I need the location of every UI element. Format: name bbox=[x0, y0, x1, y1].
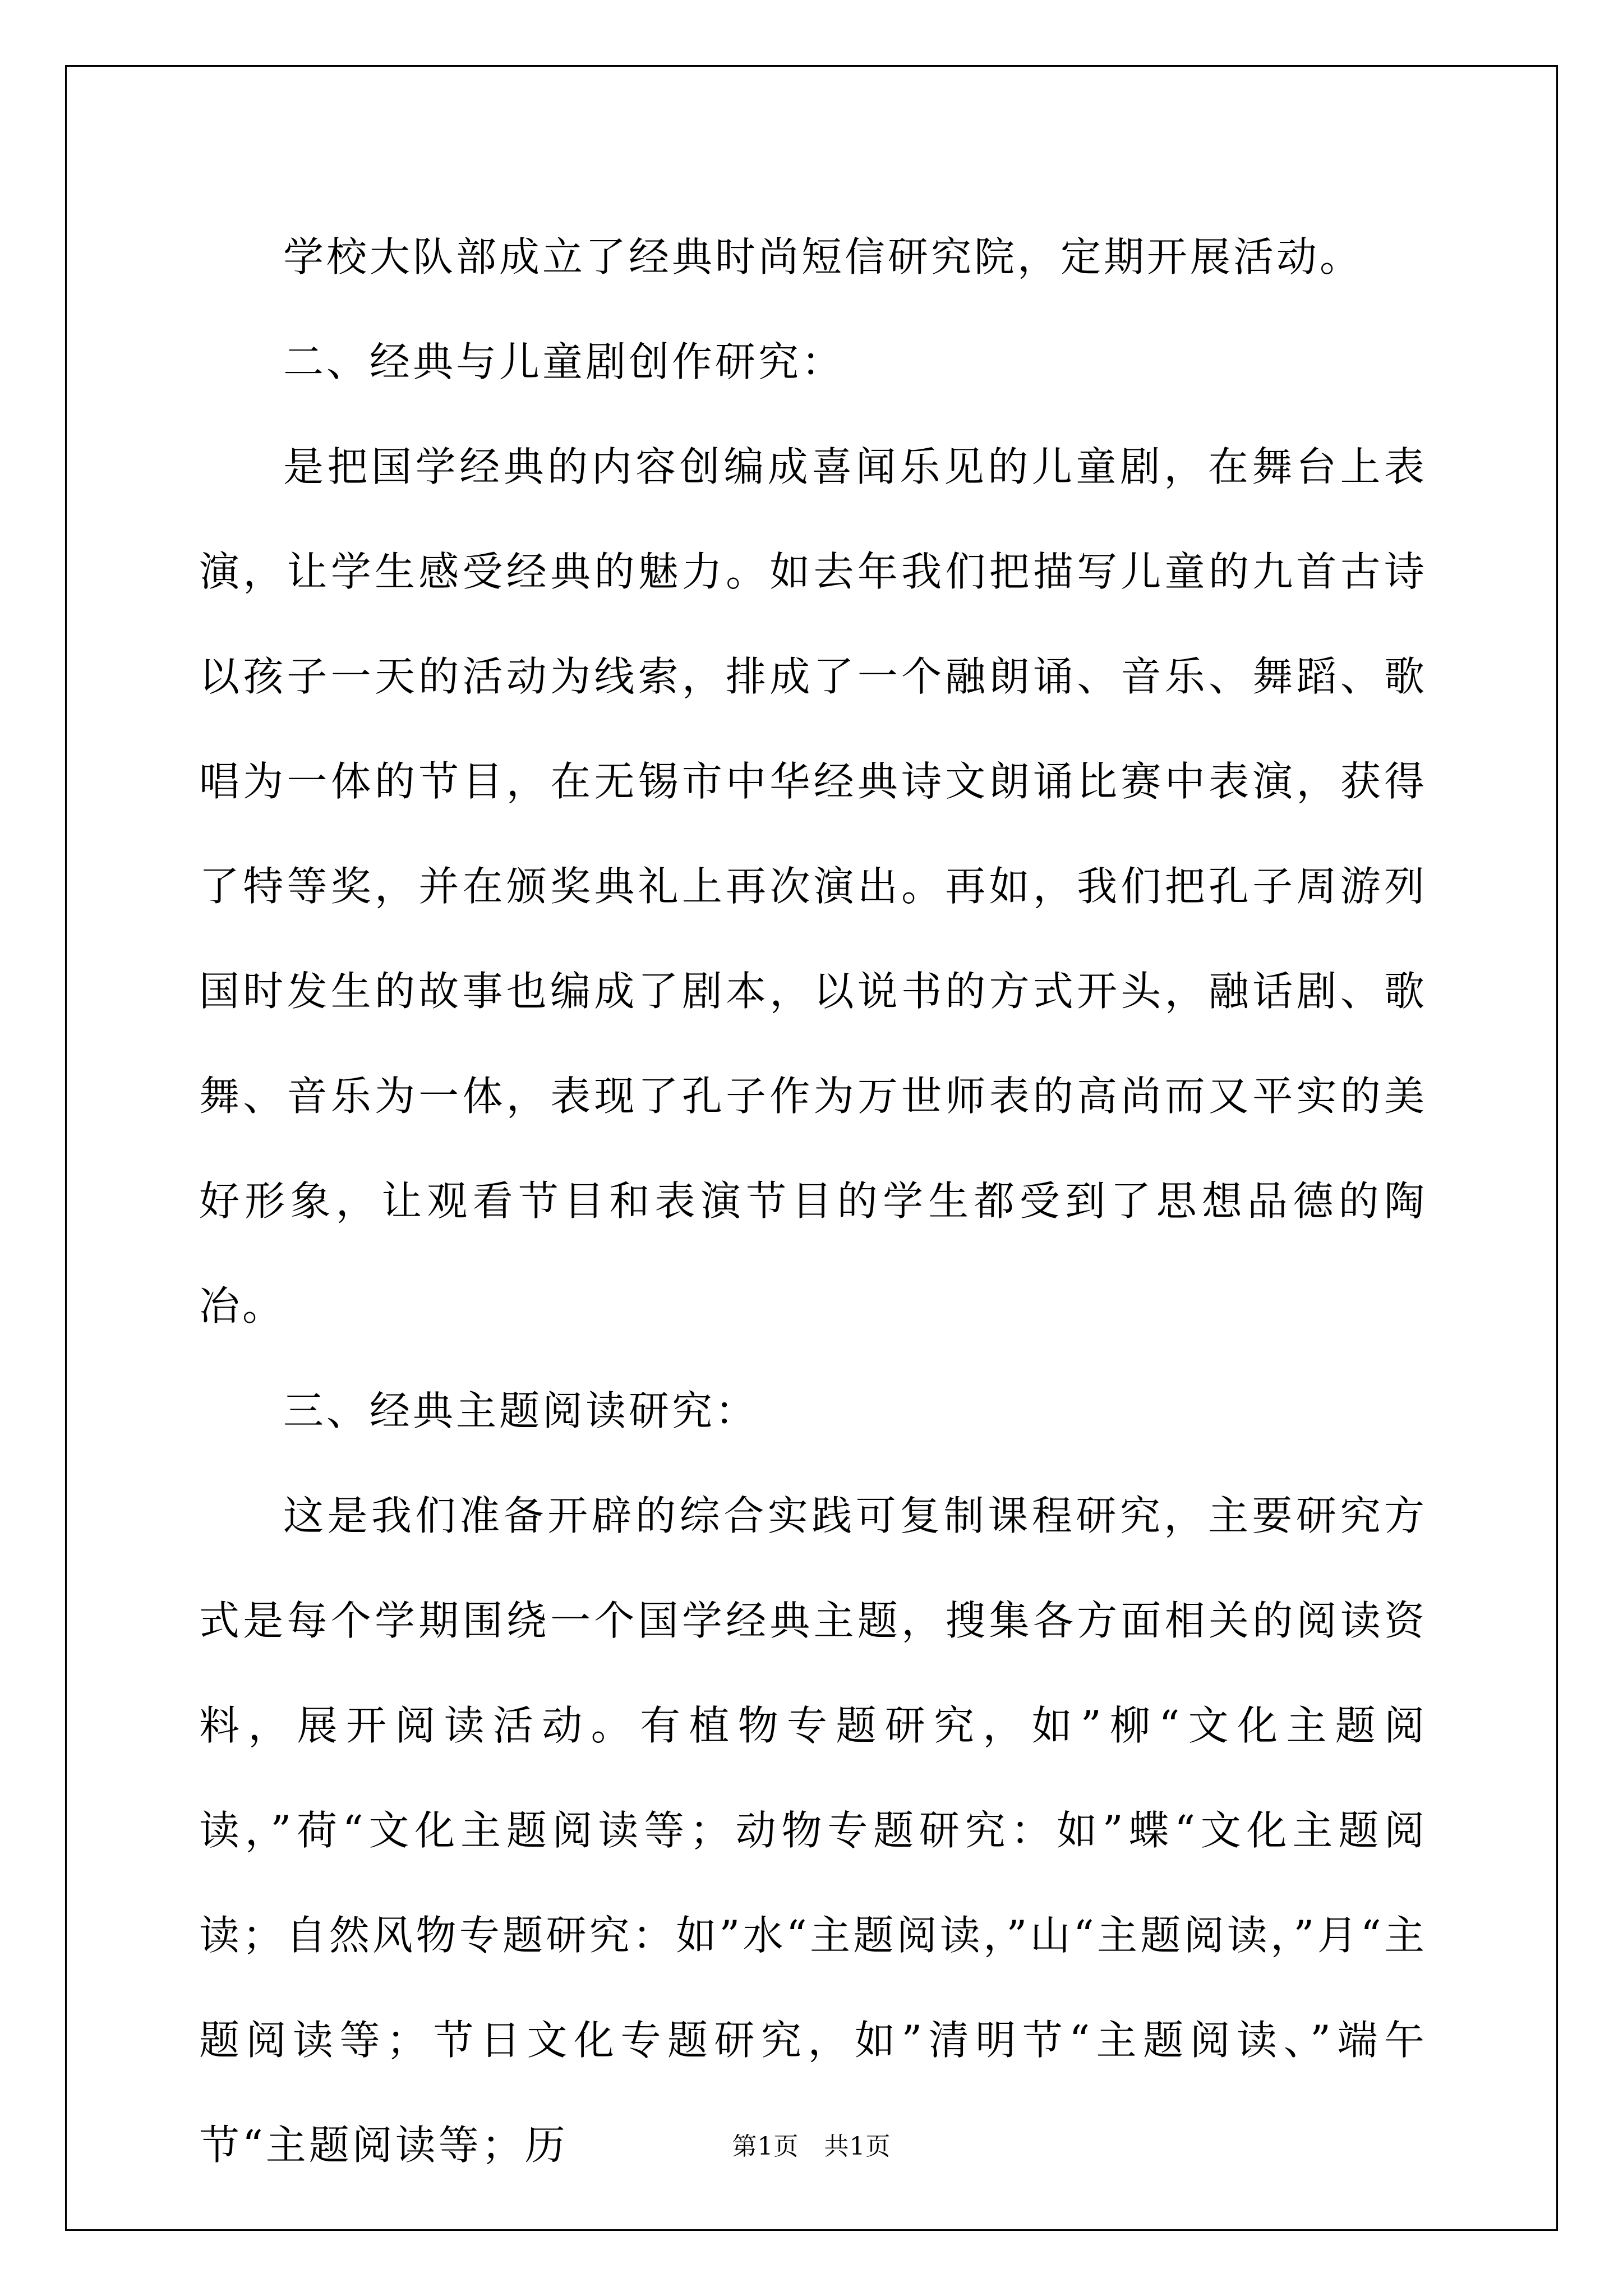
heading-section-2: 二、经典与儿童剧创作研究： bbox=[283, 338, 845, 385]
page-footer: 第1页 共1页 bbox=[732, 2132, 891, 2161]
document-body bbox=[199, 205, 1427, 2198]
paragraph-3: 这是我们准备开辟的综合实践可复制课程研究，主要研究方式是每个学期围绕一个国学经典主题，搜集各方面相关的阅读资料，展开阅读活动。有植物专题研究，如”柳“文化主题阅读，”荷“文化主题阅读等；动物专题研究：如”蝶“文化主题阅读；自然风物专题研究：如”水“主题阅读，”山“主题阅读，”月“主题阅读等；节日文化专题研究，如”清明节“主题阅读、”端午节“主题阅读等；历 bbox=[199, 1492, 1427, 2169]
heading-section-3: 三、经典主题阅读研究： bbox=[283, 1387, 759, 1434]
paragraph-1: 学校大队部成立了经典时尚短信研究院，定期开展活动。 bbox=[283, 233, 1363, 280]
paragraph-2: 是把国学经典的内容创编成喜闻乐见的儿童剧，在舞台上表演，让学生感受经典的魅力。如去年我们把描写儿童的九首古诗以孩子一天的活动为线索，排成了一个融朗诵、音乐、舞蹈、歌唱为一体的节目，在无锡市中华经典诗文朗诵比赛中表演，获得了特等奖，并在颁奖典礼上再次演出。再如，我们把孔子周游列国时发生的故事也编成了剧本，以说书的方式开头，融话剧、歌舞、音乐为一体，表现了孔子作为万世师表的高尚而又平实的美好形象，让观看节目和表演节目的学生都受到了思想品德的陶冶。 bbox=[199, 443, 1427, 1329]
